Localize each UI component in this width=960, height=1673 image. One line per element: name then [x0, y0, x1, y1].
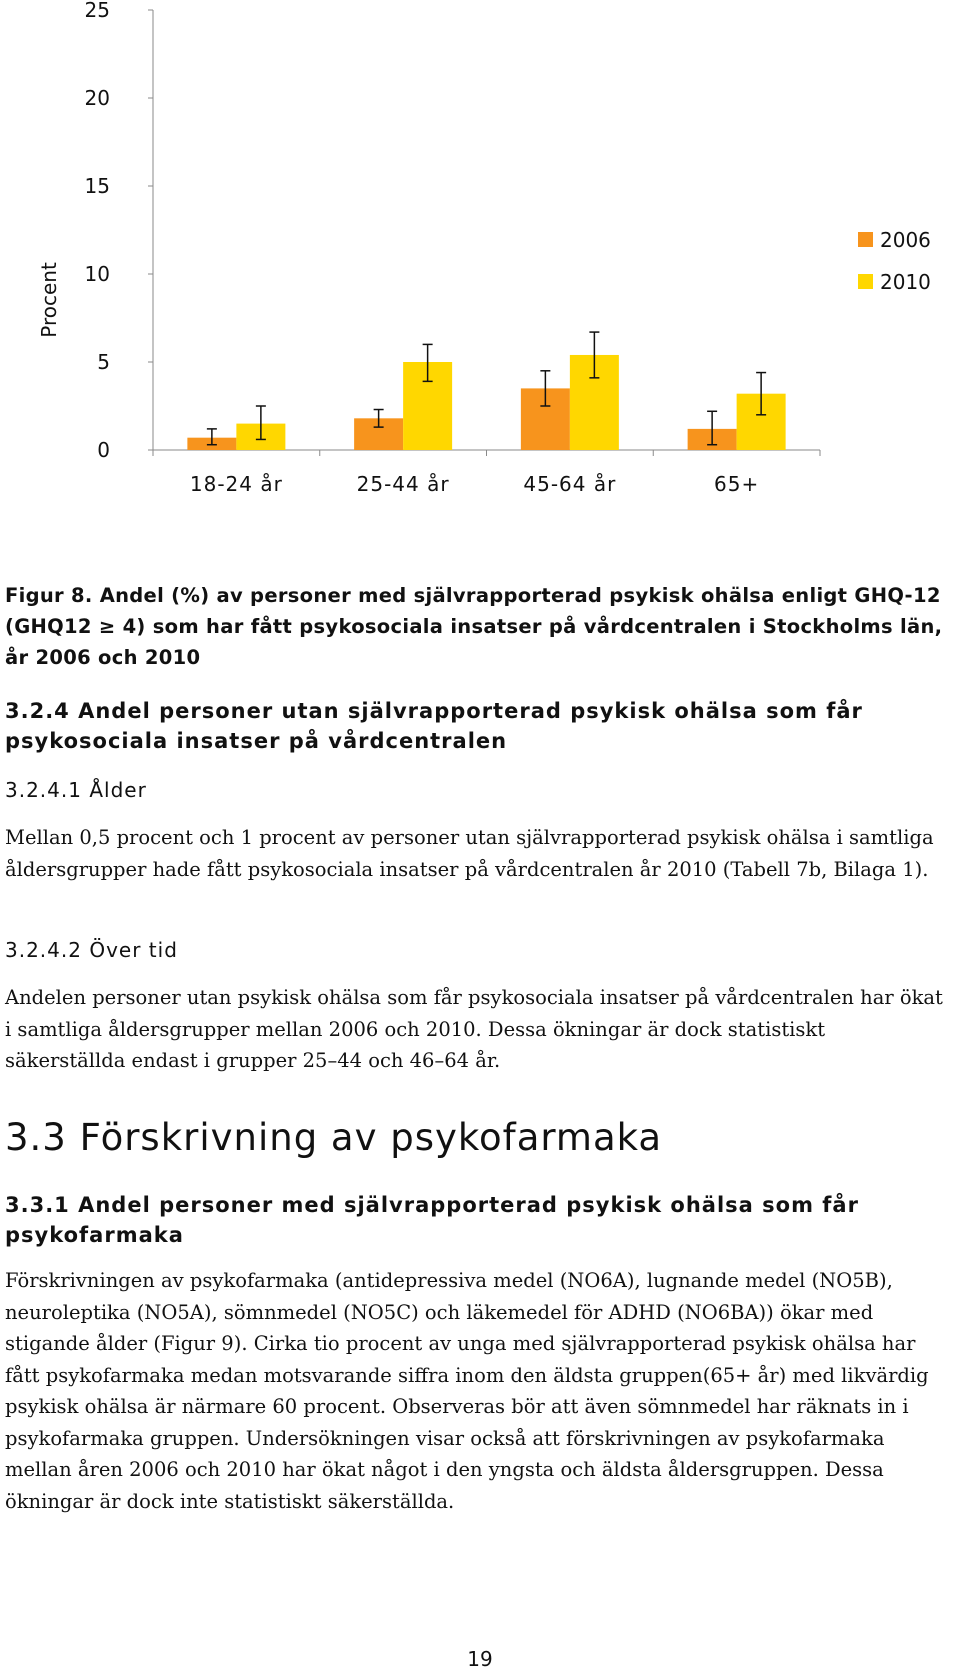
- x-category-label: 65+: [714, 472, 760, 496]
- section-3-3-heading: 3.3 Förskrivning av psykofarmaka: [5, 1116, 663, 1159]
- x-category-label: 18-24 år: [189, 472, 283, 496]
- chart-categories: [190, 472, 759, 496]
- section-3-2-4-heading: 3.2.4 Andel personer utan självrapporterad psykisk ohälsa som får psykosociala insatser på vårdcentralen: [5, 699, 863, 753]
- section-3-2-4-2-heading: 3.2.4.2 Över tid: [5, 938, 178, 962]
- chart-bars: [187, 355, 785, 450]
- legend-swatch-2010: [858, 274, 873, 289]
- legend-label-2010: 2010: [880, 270, 931, 294]
- chart-y-ticks: [85, 0, 153, 462]
- y-tick-label: 5: [97, 350, 110, 374]
- y-tick-label: 15: [84, 174, 110, 198]
- x-category-label: 45-64 år: [523, 472, 617, 496]
- legend-swatch-2006: [858, 232, 873, 247]
- section-3-2-4-1-paragraph: Mellan 0,5 procent och 1 procent av personer utan självrapporterad psykisk ohälsa i samtliga åldersgrupper hade fått psykosociala insatser på vårdcentralen år 2010 (Tabell 7b, Bilaga 1).: [5, 826, 934, 881]
- x-category-label: 25-44 år: [356, 472, 450, 496]
- page-number: 19: [467, 1647, 493, 1671]
- bar-chart: [0, 0, 960, 510]
- section-3-3-1-heading: 3.3.1 Andel personer med självrapporterad psykisk ohälsa som får psykofarmaka: [5, 1193, 859, 1247]
- chart-axes: [153, 10, 820, 456]
- section-3-3-1-paragraph: Förskrivningen av psykofarmaka (antidepressiva medel (NO6A), lugnande medel (NO5B), neuroleptika (NO5A), sömnmedel (NO5C) och läkemedel för ADHD (NO6BA)) ökar med stigande ålder (Figur 9). Cirka tio procent av unga med självrapporterad psykisk ohälsa har fått psykofarmaka medan motsvarande siffra inom den äldsta gruppen(65+ år) med likvärdig psykisk ohälsa är närmare 60 procent. Observeras bör att även sömnmedel har räknats in i psykofarmaka gruppen. Undersökningen visar också att förskrivningen av psykofarmaka mellan åren 2006 och 2010 har ökat något i den yngsta och äldsta åldersgruppen. Dessa ökningar är dock inte statistiskt säkerställda.: [5, 1269, 929, 1513]
- y-tick-label: 10: [84, 262, 110, 286]
- legend-label-2006: 2006: [880, 228, 931, 252]
- y-tick-label: 20: [84, 86, 110, 110]
- y-tick-label: 0: [97, 438, 110, 462]
- y-tick-label: 25: [84, 0, 110, 22]
- chart-legend: [858, 228, 931, 294]
- section-3-2-4-2-paragraph: Andelen personer utan psykisk ohälsa som får psykosociala insatser på vårdcentralen har ökat i samtliga åldersgrupper mellan 2006 och 2010. Dessa ökningar är dock statistiskt säkerställda endast i grupper 25–44 och 46–64 år.: [5, 986, 943, 1072]
- figure-caption: Figur 8. Andel (%) av personer med självrapporterad psykisk ohälsa enligt GHQ-12 (GHQ12 ≥ 4) som har fått psykosociala insatser på vårdcentralen i Stockholms län, år 2006 och 2010: [5, 584, 943, 669]
- chart-y-axis-label: Procent: [37, 262, 61, 338]
- chart-error-bars: [207, 332, 766, 445]
- section-3-2-4-1-heading: 3.2.4.1 Ålder: [5, 778, 147, 802]
